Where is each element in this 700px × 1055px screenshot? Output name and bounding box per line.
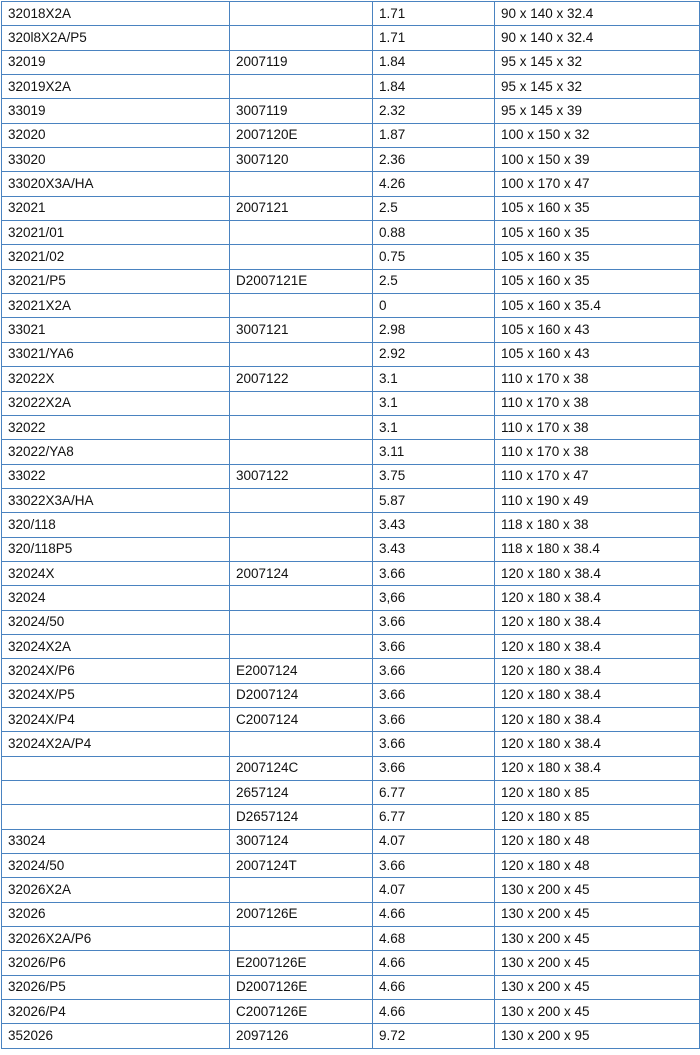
weight-cell: 6.77 [373,805,495,829]
dimensions-cell: 120 x 180 x 48 [495,854,700,878]
dimensions-cell: 130 x 200 x 45 [495,951,700,975]
weight-cell: 3.66 [373,756,495,780]
gost-designation-cell: 3007122 [230,464,373,488]
dimensions-cell: 110 x 170 x 38 [495,367,700,391]
dimensions-cell: 100 x 150 x 39 [495,148,700,172]
iso-designation-cell: 32026 [2,902,230,926]
gost-designation-cell [230,2,373,26]
gost-designation-cell [230,586,373,610]
iso-designation-cell: 33019 [2,99,230,123]
weight-cell: 3.43 [373,537,495,561]
iso-designation-cell: 352026 [2,1024,230,1048]
iso-designation-cell: 32024/50 [2,854,230,878]
weight-cell: 4.66 [373,951,495,975]
dimensions-cell: 130 x 200 x 95 [495,1024,700,1048]
gost-designation-cell [230,440,373,464]
weight-cell: 3.1 [373,367,495,391]
gost-designation-cell: 2007124 [230,561,373,585]
weight-cell: 3.66 [373,732,495,756]
iso-designation-cell: 32024X2A [2,634,230,658]
iso-designation-cell: 320l8X2A/P5 [2,26,230,50]
gost-designation-cell [230,513,373,537]
gost-designation-cell [230,732,373,756]
gost-designation-cell [230,537,373,561]
table-row [2,294,700,318]
iso-designation-cell: 33020 [2,148,230,172]
weight-cell: 0.75 [373,245,495,269]
weight-cell: 4.07 [373,829,495,853]
table-row [2,172,700,196]
weight-cell: 1.71 [373,2,495,26]
weight-cell: 4.26 [373,172,495,196]
iso-designation-cell: 32022X [2,367,230,391]
table-row [2,99,700,123]
table-row [2,123,700,147]
dimensions-cell: 120 x 180 x 48 [495,829,700,853]
gost-designation-cell: 2657124 [230,781,373,805]
dimensions-cell: 120 x 180 x 38.4 [495,561,700,585]
iso-designation-cell: 32021 [2,196,230,220]
gost-designation-cell: 3007119 [230,99,373,123]
gost-designation-cell [230,245,373,269]
gost-designation-cell: 3007124 [230,829,373,853]
dimensions-cell: 120 x 180 x 38.4 [495,732,700,756]
weight-cell: 2.92 [373,342,495,366]
weight-cell: 6.77 [373,781,495,805]
dimensions-cell: 100 x 150 x 32 [495,123,700,147]
iso-designation-cell: 33024 [2,829,230,853]
gost-designation-cell [230,75,373,99]
iso-designation-cell: 33021/YA6 [2,342,230,366]
table-row [2,221,700,245]
weight-cell: 1.71 [373,26,495,50]
dimensions-cell: 120 x 180 x 38.4 [495,707,700,731]
table-row [2,26,700,50]
iso-designation-cell: 32019 [2,50,230,74]
dimensions-cell: 120 x 180 x 38.4 [495,634,700,658]
table-row [2,659,700,683]
iso-designation-cell: 32026X2A [2,878,230,902]
dimensions-cell: 120 x 180 x 38.4 [495,659,700,683]
iso-designation-cell: 32024/50 [2,610,230,634]
dimensions-cell: 105 x 160 x 43 [495,318,700,342]
table-row [2,318,700,342]
table-row [2,269,700,293]
gost-designation-cell [230,634,373,658]
dimensions-cell: 110 x 170 x 47 [495,464,700,488]
dimensions-cell: 105 x 160 x 35 [495,245,700,269]
weight-cell: 9.72 [373,1024,495,1048]
table-row [2,561,700,585]
weight-cell: 3.66 [373,659,495,683]
gost-designation-cell [230,26,373,50]
table-row [2,610,700,634]
weight-cell: 2.32 [373,99,495,123]
weight-cell: 0.88 [373,221,495,245]
table-row [2,50,700,74]
table-row [2,756,700,780]
gost-designation-cell: 3007120 [230,148,373,172]
iso-designation-cell: 32019X2A [2,75,230,99]
gost-designation-cell: 2007124C [230,756,373,780]
table-row [2,537,700,561]
dimensions-cell: 130 x 200 x 45 [495,902,700,926]
table-row [2,415,700,439]
iso-designation-cell [2,756,230,780]
gost-designation-cell [230,294,373,318]
weight-cell: 2.98 [373,318,495,342]
table-row [2,732,700,756]
weight-cell: 4.68 [373,927,495,951]
weight-cell: 4.66 [373,975,495,999]
weight-cell: 3.75 [373,464,495,488]
table-row [2,707,700,731]
iso-designation-cell: 32021/01 [2,221,230,245]
table-row [2,781,700,805]
weight-cell: 3.66 [373,634,495,658]
weight-cell: 5.87 [373,488,495,512]
gost-designation-cell: E2007126E [230,951,373,975]
gost-designation-cell: D2657124 [230,805,373,829]
table-row [2,464,700,488]
weight-cell: 0 [373,294,495,318]
iso-designation-cell: 32024X2A/P4 [2,732,230,756]
table-row [2,854,700,878]
weight-cell: 3.66 [373,561,495,585]
gost-designation-cell: 3007121 [230,318,373,342]
gost-designation-cell: D2007126E [230,975,373,999]
iso-designation-cell: 32024X/P6 [2,659,230,683]
table-row [2,878,700,902]
table-row [2,902,700,926]
dimensions-cell: 90 x 140 x 32.4 [495,26,700,50]
gost-designation-cell: C2007124 [230,707,373,731]
gost-designation-cell [230,927,373,951]
weight-cell: 3.66 [373,854,495,878]
dimensions-cell: 95 x 145 x 32 [495,75,700,99]
table-row [2,1024,700,1048]
iso-designation-cell: 33022 [2,464,230,488]
iso-designation-cell: 32020 [2,123,230,147]
gost-designation-cell [230,488,373,512]
iso-designation-cell: 32022/YA8 [2,440,230,464]
table-row [2,951,700,975]
table-row [2,367,700,391]
table-row [2,245,700,269]
weight-cell: 4.66 [373,1000,495,1024]
table-row [2,440,700,464]
iso-designation-cell: 32026/P6 [2,951,230,975]
table-row [2,75,700,99]
dimensions-cell: 130 x 200 x 45 [495,975,700,999]
iso-designation-cell: 32026/P4 [2,1000,230,1024]
iso-designation-cell: 320/118 [2,513,230,537]
dimensions-cell: 120 x 180 x 85 [495,781,700,805]
iso-designation-cell: 32018X2A [2,2,230,26]
weight-cell: 4.66 [373,902,495,926]
gost-designation-cell [230,391,373,415]
dimensions-cell: 120 x 180 x 38.4 [495,683,700,707]
table-row [2,488,700,512]
dimensions-cell: 130 x 200 x 45 [495,927,700,951]
iso-designation-cell [2,781,230,805]
table-row [2,975,700,999]
dimensions-cell: 120 x 180 x 38.4 [495,586,700,610]
iso-designation-cell: 32022X2A [2,391,230,415]
weight-cell: 2.5 [373,269,495,293]
weight-cell: 2.5 [373,196,495,220]
iso-designation-cell: 32024X/P5 [2,683,230,707]
iso-designation-cell: 32021/02 [2,245,230,269]
weight-cell: 3.1 [373,391,495,415]
gost-designation-cell: 2007121 [230,196,373,220]
table-row [2,148,700,172]
gost-designation-cell: 2007119 [230,50,373,74]
iso-designation-cell: 32024 [2,586,230,610]
gost-designation-cell: D2007124 [230,683,373,707]
gost-designation-cell [230,221,373,245]
iso-designation-cell: 32024X [2,561,230,585]
weight-cell: 3,66 [373,586,495,610]
dimensions-cell: 110 x 170 x 38 [495,415,700,439]
table-row [2,634,700,658]
weight-cell: 1.84 [373,75,495,99]
gost-designation-cell: 2007122 [230,367,373,391]
weight-cell: 2.36 [373,148,495,172]
dimensions-cell: 100 x 170 x 47 [495,172,700,196]
table-row [2,927,700,951]
dimensions-cell: 110 x 170 x 38 [495,391,700,415]
table-row [2,805,700,829]
gost-designation-cell [230,415,373,439]
dimensions-cell: 120 x 180 x 38.4 [495,610,700,634]
table-row [2,513,700,537]
weight-cell: 3.11 [373,440,495,464]
dimensions-cell: 120 x 180 x 85 [495,805,700,829]
dimensions-cell: 105 x 160 x 35 [495,269,700,293]
dimensions-cell: 118 x 180 x 38 [495,513,700,537]
dimensions-cell: 105 x 160 x 35 [495,196,700,220]
dimensions-cell: 130 x 200 x 45 [495,1000,700,1024]
iso-designation-cell: 32022 [2,415,230,439]
table-row [2,196,700,220]
table-row [2,391,700,415]
iso-designation-cell: 32024X/P4 [2,707,230,731]
table-row [2,342,700,366]
gost-designation-cell: 2007120E [230,123,373,147]
iso-designation-cell: 33020X3A/HA [2,172,230,196]
gost-designation-cell: 2007124T [230,854,373,878]
iso-designation-cell: 33022X3A/HA [2,488,230,512]
dimensions-cell: 130 x 200 x 45 [495,878,700,902]
table-row [2,2,700,26]
table-row [2,1000,700,1024]
dimensions-cell: 105 x 160 x 43 [495,342,700,366]
dimensions-cell: 120 x 180 x 38.4 [495,756,700,780]
weight-cell: 3.66 [373,707,495,731]
weight-cell: 1.87 [373,123,495,147]
iso-designation-cell: 32026/P5 [2,975,230,999]
weight-cell: 3.66 [373,610,495,634]
weight-cell: 1.84 [373,50,495,74]
dimensions-cell: 90 x 140 x 32.4 [495,2,700,26]
gost-designation-cell: 2097126 [230,1024,373,1048]
dimensions-cell: 95 x 145 x 39 [495,99,700,123]
gost-designation-cell: C2007126E [230,1000,373,1024]
weight-cell: 3.1 [373,415,495,439]
iso-designation-cell: 33021 [2,318,230,342]
iso-designation-cell [2,805,230,829]
gost-designation-cell: E2007124 [230,659,373,683]
gost-designation-cell [230,878,373,902]
iso-designation-cell: 32021/P5 [2,269,230,293]
table-row [2,586,700,610]
dimensions-cell: 105 x 160 x 35 [495,221,700,245]
weight-cell: 3.66 [373,683,495,707]
gost-designation-cell [230,172,373,196]
table-body [2,2,700,1049]
iso-designation-cell: 32021X2A [2,294,230,318]
weight-cell: 3.43 [373,513,495,537]
iso-designation-cell: 320/118P5 [2,537,230,561]
table-row [2,683,700,707]
gost-designation-cell [230,610,373,634]
dimensions-cell: 118 x 180 x 38.4 [495,537,700,561]
dimensions-cell: 110 x 170 x 38 [495,440,700,464]
dimensions-cell: 110 x 190 x 49 [495,488,700,512]
gost-designation-cell: D2007121E [230,269,373,293]
table-row [2,829,700,853]
bearing-table [1,1,700,1049]
gost-designation-cell: 2007126E [230,902,373,926]
gost-designation-cell [230,342,373,366]
weight-cell: 4.07 [373,878,495,902]
dimensions-cell: 105 x 160 x 35.4 [495,294,700,318]
dimensions-cell: 95 x 145 x 32 [495,50,700,74]
iso-designation-cell: 32026X2A/P6 [2,927,230,951]
